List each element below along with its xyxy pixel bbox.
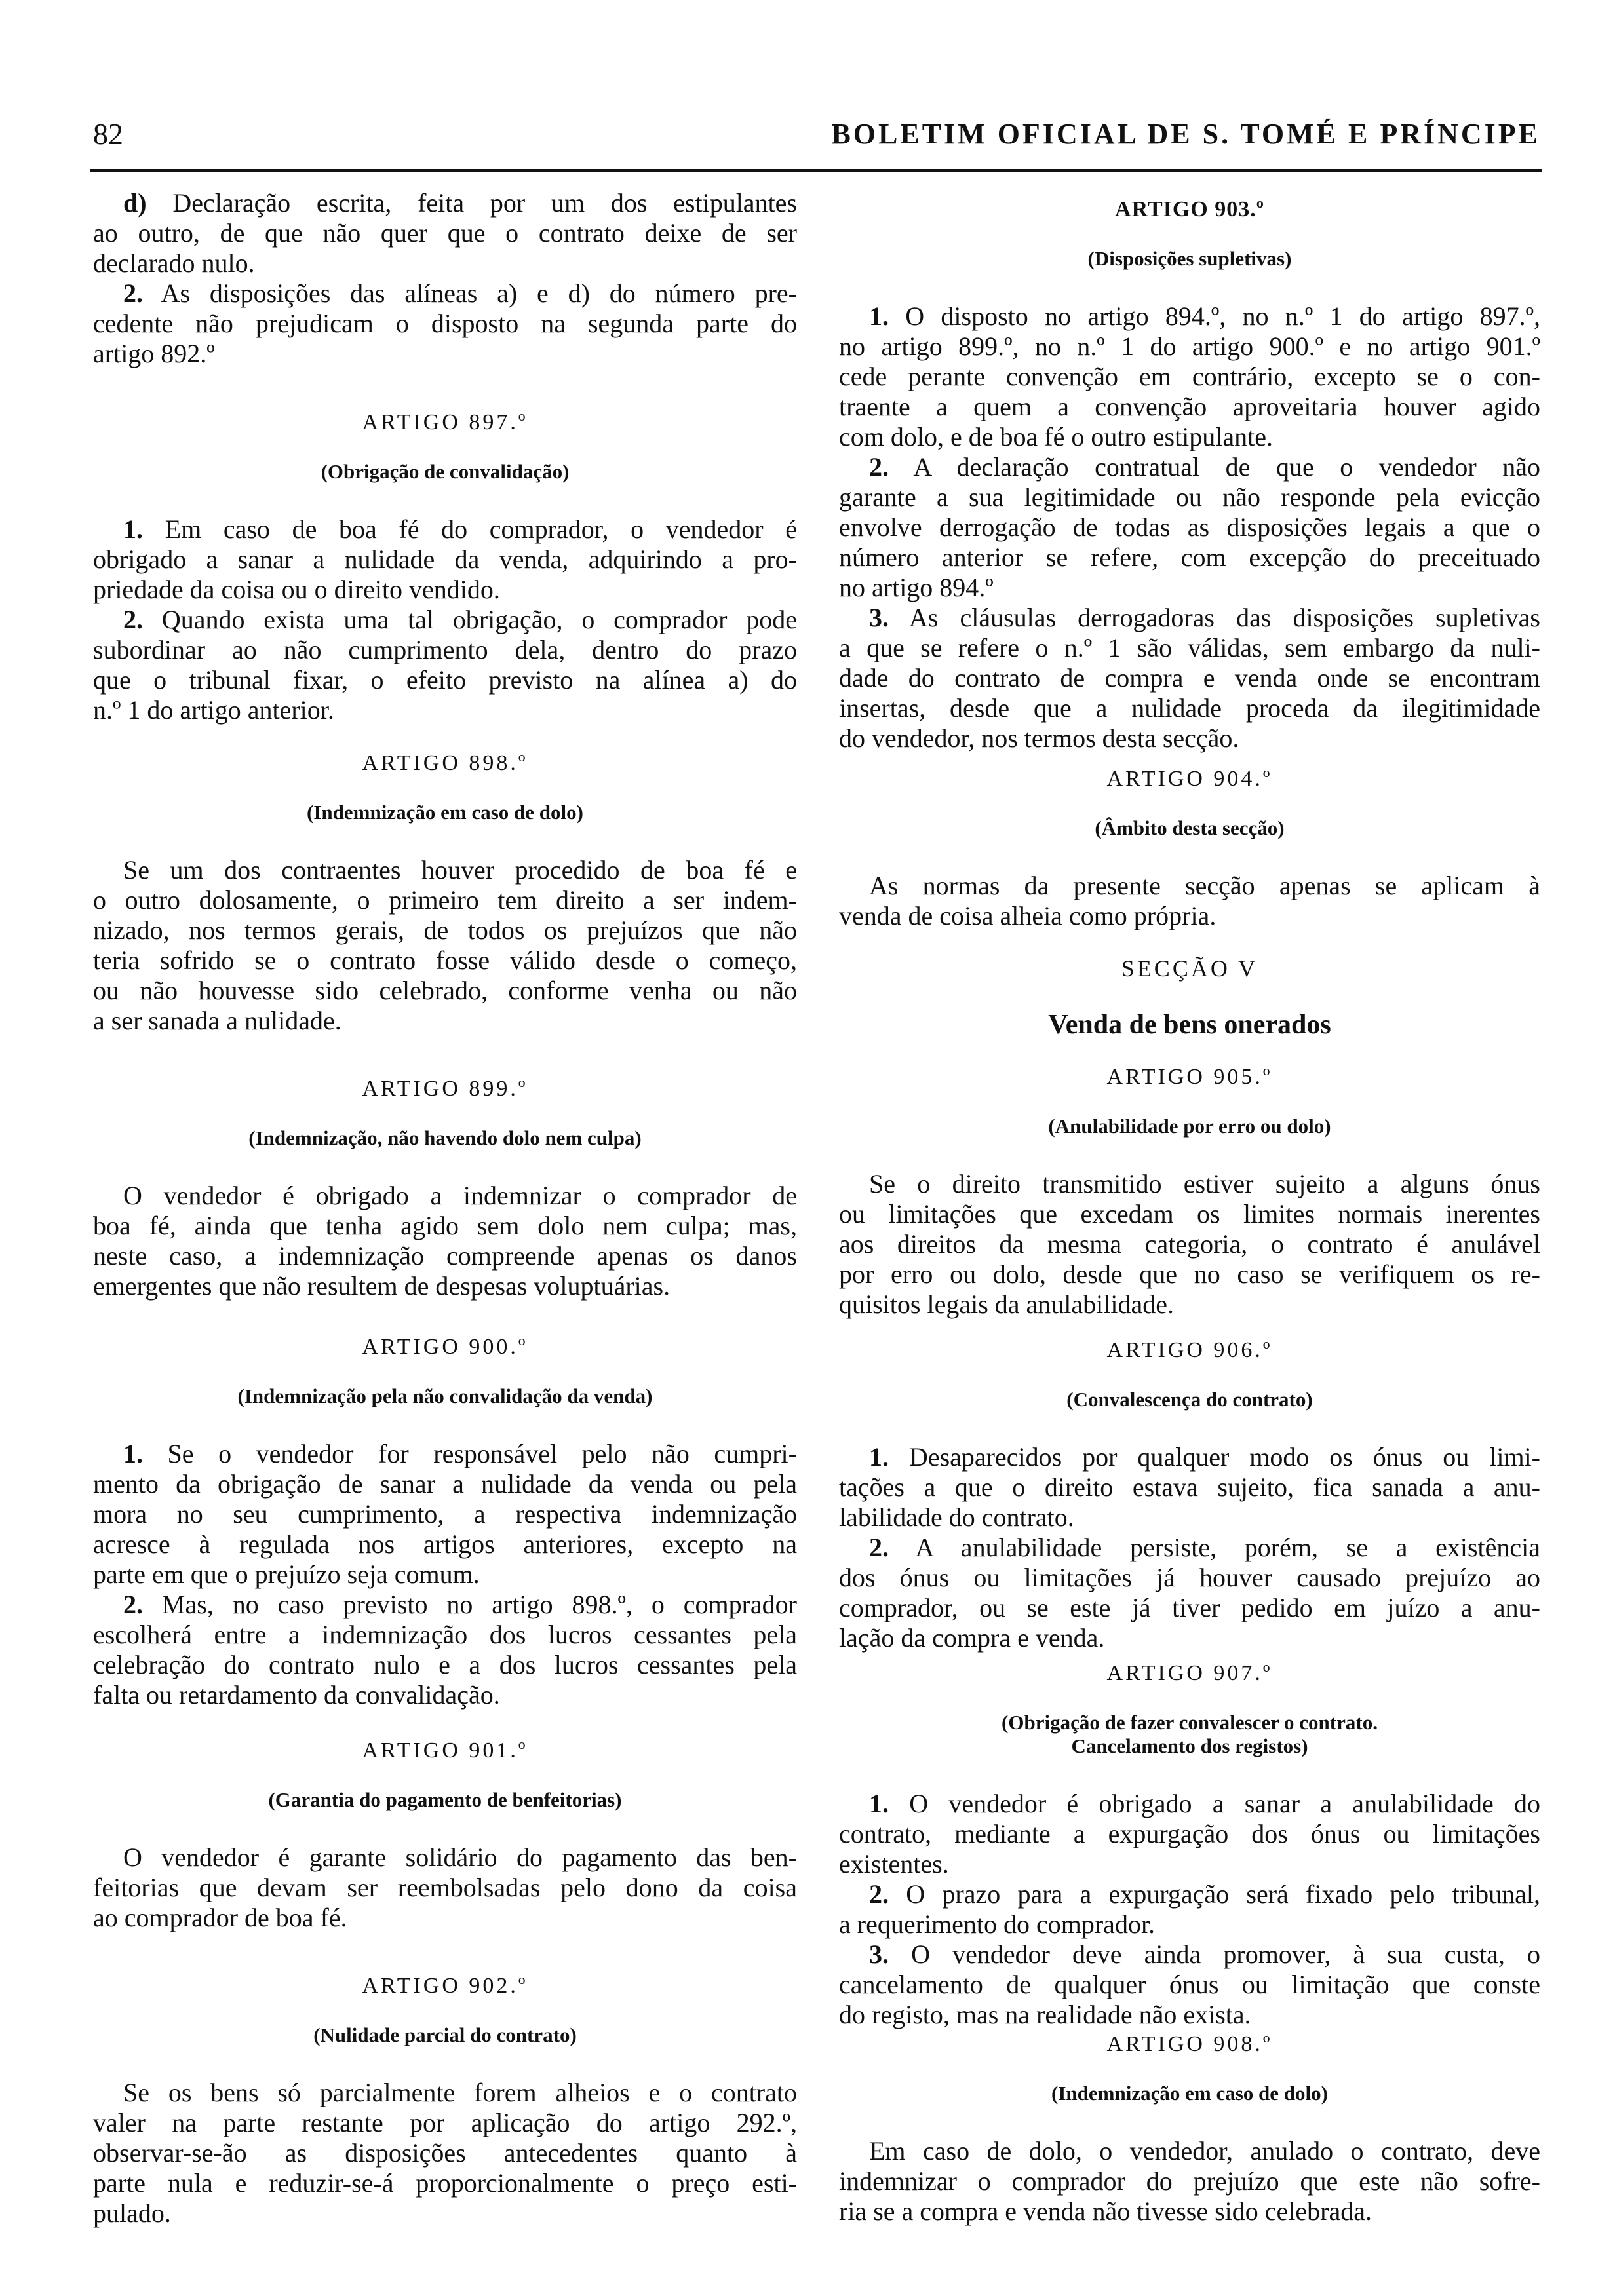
text-line: a ser sanada a nulidade. bbox=[93, 1006, 341, 1035]
paragraph bbox=[93, 188, 797, 278]
article-902 bbox=[93, 1973, 797, 2229]
article-heading-line: (Anulabilidade por erro ou dolo) bbox=[1048, 1115, 1331, 1138]
paragraph-number: 3. bbox=[869, 603, 889, 632]
text-line: parte nula e reduzir-se-á proporcionalmente o preço esti- bbox=[93, 2168, 797, 2198]
text-line: O vendedor é garante solidário do pagamento das ben- bbox=[123, 1843, 797, 1872]
article-899 bbox=[93, 1076, 797, 1301]
article-903 bbox=[839, 197, 1540, 754]
text-line: ria se a compra e venda não tivesse sido celebrada. bbox=[839, 2196, 1372, 2226]
article-901 bbox=[93, 1738, 797, 1933]
text-line: acresce à regulada nos artigos anteriores, excepto na bbox=[93, 1529, 797, 1559]
header-rule bbox=[90, 169, 1542, 172]
paragraph-number: 2. bbox=[123, 605, 143, 634]
paragraph bbox=[839, 871, 1540, 931]
text-line: cede perante convenção em contrário, excepto se o con- bbox=[839, 362, 1540, 391]
paragraph-number: 1. bbox=[869, 1789, 889, 1818]
paragraph bbox=[93, 2078, 797, 2229]
text-line: nizado, nos termos gerais, de todos os prejuízos que não bbox=[93, 915, 797, 945]
article-heading bbox=[93, 1385, 797, 1408]
article-898 bbox=[93, 750, 797, 1036]
text-line: ou não houvesse sido celebrado, conforme venha ou não bbox=[93, 976, 797, 1005]
article-907 bbox=[839, 1660, 1540, 2030]
text-line: venda de coisa alheia como própria. bbox=[839, 901, 1216, 930]
text-line: valer na parte restante por aplicação do artigo 292.º, bbox=[93, 2108, 797, 2137]
article-heading bbox=[839, 1115, 1540, 1138]
text-line: d) Declaração escrita, feita por um dos estipulantes bbox=[123, 188, 797, 218]
text-line: declarado nulo. bbox=[93, 248, 255, 278]
text-line: 2. A declaração contratual de que o vendedor não bbox=[869, 452, 1540, 482]
article-heading bbox=[93, 460, 797, 484]
article-heading-line: (Garantia do pagamento de benfeitorias) bbox=[268, 1788, 622, 1811]
text-line: a requerimento do comprador. bbox=[839, 1909, 1156, 1939]
article-heading-line: Cancelamento dos registos) bbox=[1071, 1734, 1308, 1757]
text-line: subordinar ao não cumprimento dela, dentro do prazo bbox=[93, 635, 797, 664]
article-label: ARTIGO 898.º bbox=[362, 751, 528, 775]
paragraph bbox=[93, 855, 797, 1036]
text-line: neste caso, a indemnização compreende apenas os danos bbox=[93, 1241, 797, 1271]
running-title: BOLETIM OFICIAL DE S. TOMÉ E PRÍNCIPE bbox=[831, 118, 1540, 150]
paragraph-number: 2. bbox=[123, 278, 143, 308]
text-line: priedade da coisa ou o direito vendido. bbox=[93, 575, 500, 604]
text-line: indemnizar o comprador do prejuízo que este não sofre- bbox=[839, 2166, 1540, 2196]
article-heading-line: (Âmbito desta secção) bbox=[1095, 816, 1285, 839]
article-905 bbox=[839, 1064, 1540, 1320]
text-line: dos ónus ou limitações já houver causado prejuízo ao bbox=[839, 1563, 1540, 1592]
text-line: aos direitos da mesma categoria, o contrato é anulável bbox=[839, 1229, 1540, 1259]
text-line: com dolo, e de boa fé o outro estipulante. bbox=[839, 422, 1274, 451]
article-label: ARTIGO 899.º bbox=[362, 1077, 528, 1101]
article-heading-line: (Indemnização, não havendo dolo nem culpa) bbox=[248, 1126, 642, 1149]
article-908 bbox=[839, 2031, 1540, 2227]
text-line: comprador, ou se este já tiver pedido em juízo a anu- bbox=[839, 1593, 1540, 1622]
paragraph bbox=[93, 1843, 797, 1933]
text-line: mento da obrigação de sanar a nulidade da venda ou pela bbox=[93, 1469, 797, 1499]
text-line: 1. Em caso de boa fé do comprador, o vendedor é bbox=[123, 514, 797, 544]
paragraph bbox=[839, 2136, 1540, 2227]
text-line: que o tribunal fixar, o efeito previsto na alínea a) do bbox=[93, 665, 797, 695]
article-heading bbox=[93, 1788, 797, 1812]
text-line: número anterior se refere, com excepção do preceituado bbox=[839, 543, 1540, 572]
text-line: garante a sua legitimidade ou não responde pela evicção bbox=[839, 482, 1540, 512]
text-line: 2. Mas, no caso previsto no artigo 898.º, o comprador bbox=[123, 1590, 797, 1619]
text-line: do registo, mas na realidade não exista. bbox=[839, 2000, 1251, 2029]
article-906 bbox=[839, 1337, 1540, 1653]
text-line: 3. O vendedor deve ainda promover, à sua custa, o bbox=[869, 1940, 1540, 1969]
text-line: As normas da presente secção apenas se aplicam à bbox=[869, 871, 1540, 900]
text-line: insertas, desde que a nulidade proceda da ilegitimidade bbox=[839, 693, 1540, 723]
article-heading bbox=[839, 816, 1540, 840]
article-heading-line: (Indemnização em caso de dolo) bbox=[1051, 2082, 1328, 2105]
article-heading bbox=[839, 247, 1540, 271]
paragraph-number: 2. bbox=[869, 1533, 889, 1562]
paragraph-number: 1. bbox=[123, 1439, 143, 1468]
article-904 bbox=[839, 766, 1540, 931]
text-line: 1. Se o vendedor for responsável pelo não cumpri- bbox=[123, 1439, 797, 1468]
text-line: dade do contrato de compra e venda onde se encontram bbox=[839, 663, 1540, 693]
intro-paragraphs bbox=[93, 188, 797, 369]
text-line: 2. A anulabilidade persiste, porém, se a existência bbox=[869, 1533, 1540, 1562]
article-label: ARTIGO 903.º bbox=[1115, 197, 1264, 221]
article-heading-line: (Disposições supletivas) bbox=[1087, 247, 1292, 270]
article-heading bbox=[839, 1711, 1540, 1758]
paragraph-number: 2. bbox=[123, 1590, 143, 1619]
article-heading-line: (Nulidade parcial do contrato) bbox=[313, 2023, 577, 2046]
text-line: O vendedor é obrigado a indemnizar o comprador de bbox=[123, 1181, 797, 1210]
text-line: existentes. bbox=[839, 1849, 949, 1879]
text-line: 1. Desaparecidos por qualquer modo os ónus ou limi- bbox=[869, 1442, 1540, 1472]
article-heading bbox=[93, 801, 797, 824]
article-label: ARTIGO 906.º bbox=[1106, 1338, 1273, 1362]
text-line: por erro ou dolo, desde que no caso se verifiquem os re- bbox=[839, 1259, 1540, 1289]
section-title: Venda de bens onerados bbox=[1048, 1010, 1331, 1040]
paragraph bbox=[839, 603, 1540, 754]
text-line: 2. O prazo para a expurgação será fixado pelo tribunal, bbox=[869, 1879, 1540, 1909]
text-line: boa fé, ainda que tenha agido sem dolo nem culpa; mas, bbox=[93, 1211, 797, 1240]
paragraph-number: 1. bbox=[123, 514, 143, 544]
article-heading-line: (Convalescença do contrato) bbox=[1066, 1388, 1313, 1411]
text-line: envolve derrogação de todas as disposições legais a que o bbox=[839, 512, 1540, 542]
paragraph-number: d) bbox=[123, 188, 147, 218]
paragraph bbox=[839, 1789, 1540, 1879]
section-v bbox=[839, 955, 1540, 1040]
article-heading bbox=[93, 1126, 797, 1150]
article-label: ARTIGO 907.º bbox=[1106, 1661, 1273, 1685]
text-line: contrato, mediante a expurgação dos ónus ou limitações bbox=[839, 1819, 1540, 1848]
text-line: tações a que o direito estava sujeito, fica sanada a anu- bbox=[839, 1472, 1540, 1502]
paragraph bbox=[839, 1940, 1540, 2030]
text-line: mora no seu cumprimento, a respectiva indemnização bbox=[93, 1499, 797, 1529]
paragraph bbox=[93, 278, 797, 369]
text-line: lação da compra e venda. bbox=[839, 1623, 1105, 1653]
page-number: 82 bbox=[93, 117, 123, 151]
text-line: emergentes que não resultem de despesas voluptuárias. bbox=[93, 1271, 671, 1301]
paragraph-number: 1. bbox=[869, 1442, 889, 1472]
article-heading bbox=[93, 2023, 797, 2047]
paragraph bbox=[93, 605, 797, 725]
paragraph bbox=[839, 1879, 1540, 1940]
article-label: ARTIGO 897.º bbox=[362, 410, 528, 434]
article-label: ARTIGO 901.º bbox=[362, 1738, 528, 1763]
article-label: ARTIGO 900.º bbox=[362, 1335, 528, 1359]
text-line: do vendedor, nos termos desta secção. bbox=[839, 723, 1239, 753]
paragraph bbox=[93, 1181, 797, 1301]
text-line: pulado. bbox=[93, 2198, 171, 2228]
text-line: cedente não prejudicam o disposto na segunda parte do bbox=[93, 309, 797, 338]
text-line: observar-se-ão as disposições antecedentes quanto à bbox=[93, 2138, 797, 2168]
paragraph-number: 2. bbox=[869, 452, 889, 482]
paragraph bbox=[839, 452, 1540, 603]
article-897 bbox=[93, 410, 797, 725]
article-heading-line: (Obrigação de fazer convalescer o contrato. bbox=[1002, 1711, 1378, 1734]
paragraph bbox=[839, 1169, 1540, 1320]
text-line: falta ou retardamento da convalidação. bbox=[93, 1680, 500, 1710]
text-line: quisitos legais da anulabilidade. bbox=[839, 1290, 1174, 1319]
paragraph-number: 3. bbox=[869, 1940, 889, 1969]
text-line: Se o direito transmitido estiver sujeito a alguns ónus bbox=[869, 1169, 1540, 1198]
text-line: traente a quem a convenção aproveitaria houver agido bbox=[839, 392, 1540, 421]
paragraph bbox=[93, 1590, 797, 1710]
text-line: cancelamento de qualquer ónus ou limitação que conste bbox=[839, 1970, 1540, 1999]
text-line: artigo 892.º bbox=[93, 339, 215, 368]
text-line: 1. O disposto no artigo 894.º, no n.º 1 do artigo 897.º, bbox=[869, 301, 1540, 331]
article-label: ARTIGO 902.º bbox=[362, 1974, 528, 1998]
paragraph bbox=[93, 514, 797, 605]
text-line: o outro dolosamente, o primeiro tem direito a ser indem- bbox=[93, 885, 797, 915]
text-line: 1. O vendedor é obrigado a sanar a anulabilidade do bbox=[869, 1789, 1540, 1818]
article-heading-line: (Indemnização pela não convalidação da venda) bbox=[237, 1385, 653, 1407]
article-label: ARTIGO 908.º bbox=[1106, 2032, 1273, 2056]
text-line: feitorias que devam ser reembolsadas pelo dono da coisa bbox=[93, 1873, 797, 1902]
text-line: no artigo 899.º, no n.º 1 do artigo 900.º e no artigo 901.º bbox=[839, 332, 1540, 361]
text-line: teria sofrido se o contrato fosse válido desde o começo, bbox=[93, 946, 797, 975]
text-line: obrigado a sanar a nulidade da venda, adquirindo a pro- bbox=[93, 545, 797, 574]
text-line: escolherá entre a indemnização dos lucros cessantes pela bbox=[93, 1620, 797, 1649]
text-line: a que se refere o n.º 1 são válidas, sem embargo da nuli- bbox=[839, 633, 1540, 662]
text-line: 2. As disposições das alíneas a) e d) do número pre- bbox=[123, 278, 797, 308]
paragraph-number: 2. bbox=[869, 1879, 889, 1909]
text-line: labilidade do contrato. bbox=[839, 1502, 1074, 1532]
text-line: 2. Quando exista uma tal obrigação, o comprador pode bbox=[123, 605, 797, 634]
text-line: 3. As cláusulas derrogadoras das disposições supletivas bbox=[869, 603, 1540, 632]
text-line: parte em que o prejuízo seja comum. bbox=[93, 1559, 480, 1589]
text-line: Se os bens só parcialmente forem alheios e o contrato bbox=[123, 2078, 797, 2107]
paragraph bbox=[839, 1442, 1540, 1533]
article-heading bbox=[839, 1388, 1540, 1411]
text-line: ou limitações que excedam os limites normais inerentes bbox=[839, 1199, 1540, 1229]
article-label: ARTIGO 904.º bbox=[1106, 767, 1273, 791]
article-label: ARTIGO 905.º bbox=[1106, 1065, 1273, 1089]
text-line: no artigo 894.º bbox=[839, 573, 994, 602]
text-line: celebração do contrato nulo e a dos lucros cessantes pela bbox=[93, 1650, 797, 1679]
paragraph bbox=[839, 1533, 1540, 1653]
article-heading bbox=[839, 2082, 1540, 2105]
text-line: ao comprador de boa fé. bbox=[93, 1903, 347, 1932]
text-line: n.º 1 do artigo anterior. bbox=[93, 695, 334, 725]
section-label: SECÇÃO V bbox=[1121, 955, 1258, 982]
paragraph bbox=[93, 1439, 797, 1590]
article-900 bbox=[93, 1334, 797, 1710]
text-line: ao outro, de que não quer que o contrato deixe de ser bbox=[93, 218, 797, 248]
paragraph bbox=[839, 301, 1540, 452]
text-line: Em caso de dolo, o vendedor, anulado o contrato, deve bbox=[869, 2136, 1540, 2166]
paragraph-number: 1. bbox=[869, 301, 889, 331]
text-line: Se um dos contraentes houver procedido de boa fé e bbox=[123, 855, 797, 885]
article-heading-line: (Indemnização em caso de dolo) bbox=[307, 801, 583, 824]
article-heading-line: (Obrigação de convalidação) bbox=[321, 460, 570, 483]
